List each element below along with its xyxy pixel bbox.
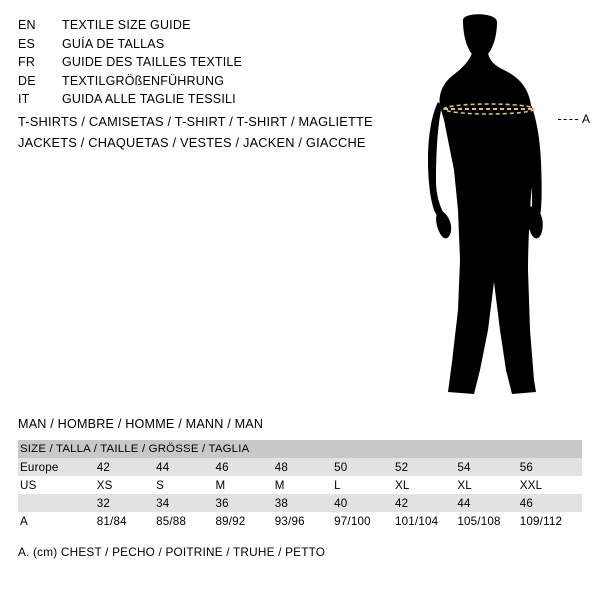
language-row — [18, 35, 378, 54]
marker-leader-line — [558, 119, 578, 121]
category-tshirts: T-SHIRTS / CAMISETAS / T-SHIRT / T-SHIRT / MAGLIETTE — [18, 114, 373, 129]
language-code: IT — [18, 92, 30, 106]
cell: M — [275, 476, 334, 494]
cell: 97/100 — [334, 512, 395, 530]
category-list — [18, 111, 418, 153]
cell: 101/104 — [395, 512, 457, 530]
cell: 44 — [156, 458, 215, 476]
cell: 40 — [334, 494, 395, 512]
cell: 89/92 — [215, 512, 274, 530]
table-row — [18, 512, 582, 530]
size-table-header: SIZE / TALLA / TAILLE / GRÖSSE / TAGLIA — [18, 440, 582, 458]
footnote: A. (cm) CHEST / PECHO / POITRINE / TRUHE / PETTO — [18, 545, 326, 559]
table-row — [18, 476, 582, 494]
language-row — [18, 90, 378, 109]
row-label: Europe — [18, 458, 97, 476]
language-code: ES — [18, 36, 36, 51]
cell: 54 — [457, 458, 519, 476]
cell: 109/112 — [520, 512, 582, 530]
table-row — [18, 440, 582, 458]
language-row — [18, 72, 378, 91]
row-label — [18, 494, 97, 512]
cell: L — [334, 476, 395, 494]
language-row — [18, 16, 378, 35]
cell: 56 — [520, 458, 582, 476]
table-title: MAN / HOMBRE / HOMME / MANN / MAN — [18, 417, 264, 431]
cell: 44 — [457, 494, 519, 512]
language-text: GUIDA ALLE TAGLIE TESSILI — [62, 92, 236, 106]
cell: XL — [457, 476, 519, 494]
language-text: TEXTILGRÖßENFÜHRUNG — [62, 73, 225, 88]
language-text: TEXTILE SIZE GUIDE — [62, 18, 191, 32]
cell: 46 — [520, 494, 582, 512]
table-row — [18, 494, 582, 512]
table-row — [18, 458, 582, 476]
cell: S — [156, 476, 215, 494]
language-code: DE — [18, 73, 36, 88]
cell: 105/108 — [457, 512, 519, 530]
cell: 93/96 — [275, 512, 334, 530]
language-list — [18, 16, 378, 109]
language-text: GUÍA DE TALLAS — [62, 36, 165, 51]
cell: 48 — [275, 458, 334, 476]
cell: 52 — [395, 458, 457, 476]
cell: 81/84 — [97, 512, 156, 530]
man-silhouette-figure — [400, 10, 600, 410]
row-label: A — [18, 512, 97, 530]
cell: 38 — [275, 494, 334, 512]
cell: 50 — [334, 458, 395, 476]
language-code: EN — [18, 18, 36, 32]
language-code: FR — [18, 55, 36, 69]
cell: 42 — [395, 494, 457, 512]
category-jackets: JACKETS / CHAQUETAS / VESTES / JACKEN / GIACCHE — [18, 135, 366, 150]
row-label: US — [18, 476, 97, 494]
cell: XS — [97, 476, 156, 494]
cell: 36 — [215, 494, 274, 512]
cell: 32 — [97, 494, 156, 512]
cell: 85/88 — [156, 512, 215, 530]
silhouette-icon — [400, 10, 600, 410]
language-text: GUIDE DES TAILLES TEXTILE — [62, 55, 243, 69]
language-row — [18, 53, 378, 72]
cell: 34 — [156, 494, 215, 512]
cell: XL — [395, 476, 457, 494]
cell: 42 — [97, 458, 156, 476]
marker-label-a: A — [582, 112, 591, 126]
cell: XXL — [520, 476, 582, 494]
size-table — [18, 440, 582, 530]
cell: 46 — [215, 458, 274, 476]
cell: M — [215, 476, 274, 494]
